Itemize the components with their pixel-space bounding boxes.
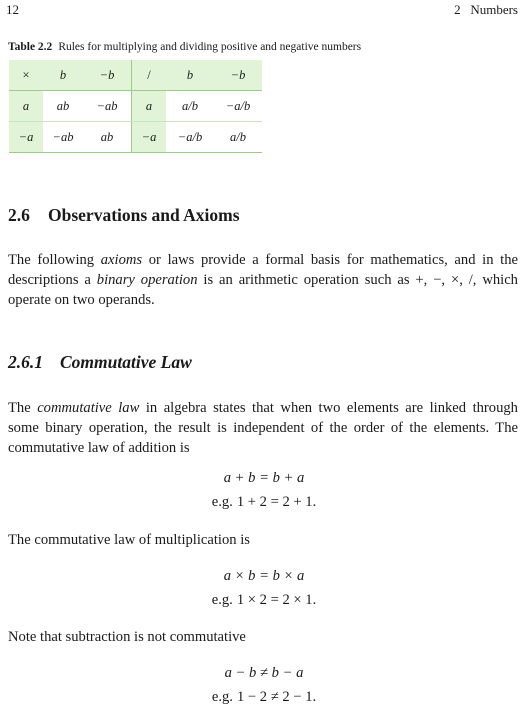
table-header-cell: b [166, 60, 214, 91]
table-cell: −ab [43, 122, 83, 153]
equation-text: a + b = b + a [223, 470, 305, 486]
subsection-heading [8, 352, 192, 373]
multiplication-intro: The commutative law of multiplication is [8, 532, 250, 548]
equation-text: a × b = b × a [223, 568, 305, 584]
eg-prefix: e.g. [211, 689, 233, 705]
table-cell: a [9, 91, 43, 122]
text-run: is an arithmetic operation such as +, −, ×, /, which operate on two operands. [8, 272, 518, 308]
table-header-cell: / [132, 60, 167, 91]
term-binary-operation: binary operation [96, 272, 198, 288]
table-row [9, 91, 262, 122]
commutative-paragraph [8, 398, 518, 458]
sign-rules-table [9, 60, 262, 153]
table-cell: −a [9, 122, 43, 153]
table-cell: −a/b [166, 122, 214, 153]
table-cell: a [132, 91, 167, 122]
text-run: The [8, 400, 38, 416]
text-run: The following [8, 252, 101, 268]
section-title: Observations and Axioms [48, 205, 240, 225]
page-number: 12 [6, 2, 19, 17]
eg-prefix: e.g. [211, 592, 233, 608]
equation-text: 1 + 2 = 2 + 1. [236, 494, 317, 510]
term-commutative-law: commutative law [37, 400, 140, 416]
intro-paragraph [8, 250, 518, 310]
equation-addition-law [0, 470, 528, 487]
text-run: in algebra states that when two elements are linked through some binary operation, the result is independent of the order of the elements. The commutative law of addition is [8, 400, 518, 456]
section-number: 2.6 [8, 205, 30, 225]
table-cell: −ab [83, 91, 132, 122]
subsection-number: 2.6.1 [8, 352, 43, 372]
table-header-row [9, 60, 262, 91]
table-header-cell: −b [214, 60, 262, 91]
text-run: or laws provide a formal basis for mathematics, and in the descriptions a [8, 252, 518, 288]
equation-multiplication-example [0, 592, 528, 609]
table-caption [8, 41, 361, 53]
table-cell: a/b [166, 91, 214, 122]
chapter-title: 2 Numbers [454, 2, 518, 17]
equation-text: 1 − 2 ≠ 2 − 1. [236, 689, 317, 705]
subsection-title: Commutative Law [60, 352, 192, 372]
table-cell: a/b [214, 122, 262, 153]
table-row [9, 122, 262, 153]
term-axioms: axioms [100, 252, 143, 268]
equation-text: a − b ≠ b − a [224, 665, 304, 681]
table-cell: −a/b [214, 91, 262, 122]
table-header-cell: −b [83, 60, 132, 91]
eg-prefix: e.g. [211, 494, 233, 510]
equation-addition-example [0, 494, 528, 511]
equation-multiplication-law [0, 568, 528, 585]
equation-text: 1 × 2 = 2 × 1. [236, 592, 317, 608]
section-heading [8, 205, 240, 226]
table-caption-text: Rules for multiplying and dividing positive and negative numbers [58, 41, 362, 53]
table-header-cell: × [9, 60, 43, 91]
equation-subtraction-example [0, 689, 528, 706]
running-header [6, 2, 518, 22]
subtraction-intro: Note that subtraction is not commutative [8, 629, 246, 645]
table-cell: −a [132, 122, 167, 153]
table-cell: ab [43, 91, 83, 122]
equation-subtraction [0, 665, 528, 682]
table-header-cell: b [43, 60, 83, 91]
table-caption-label: Table 2.2 [8, 41, 53, 53]
table-cell: ab [83, 122, 132, 153]
